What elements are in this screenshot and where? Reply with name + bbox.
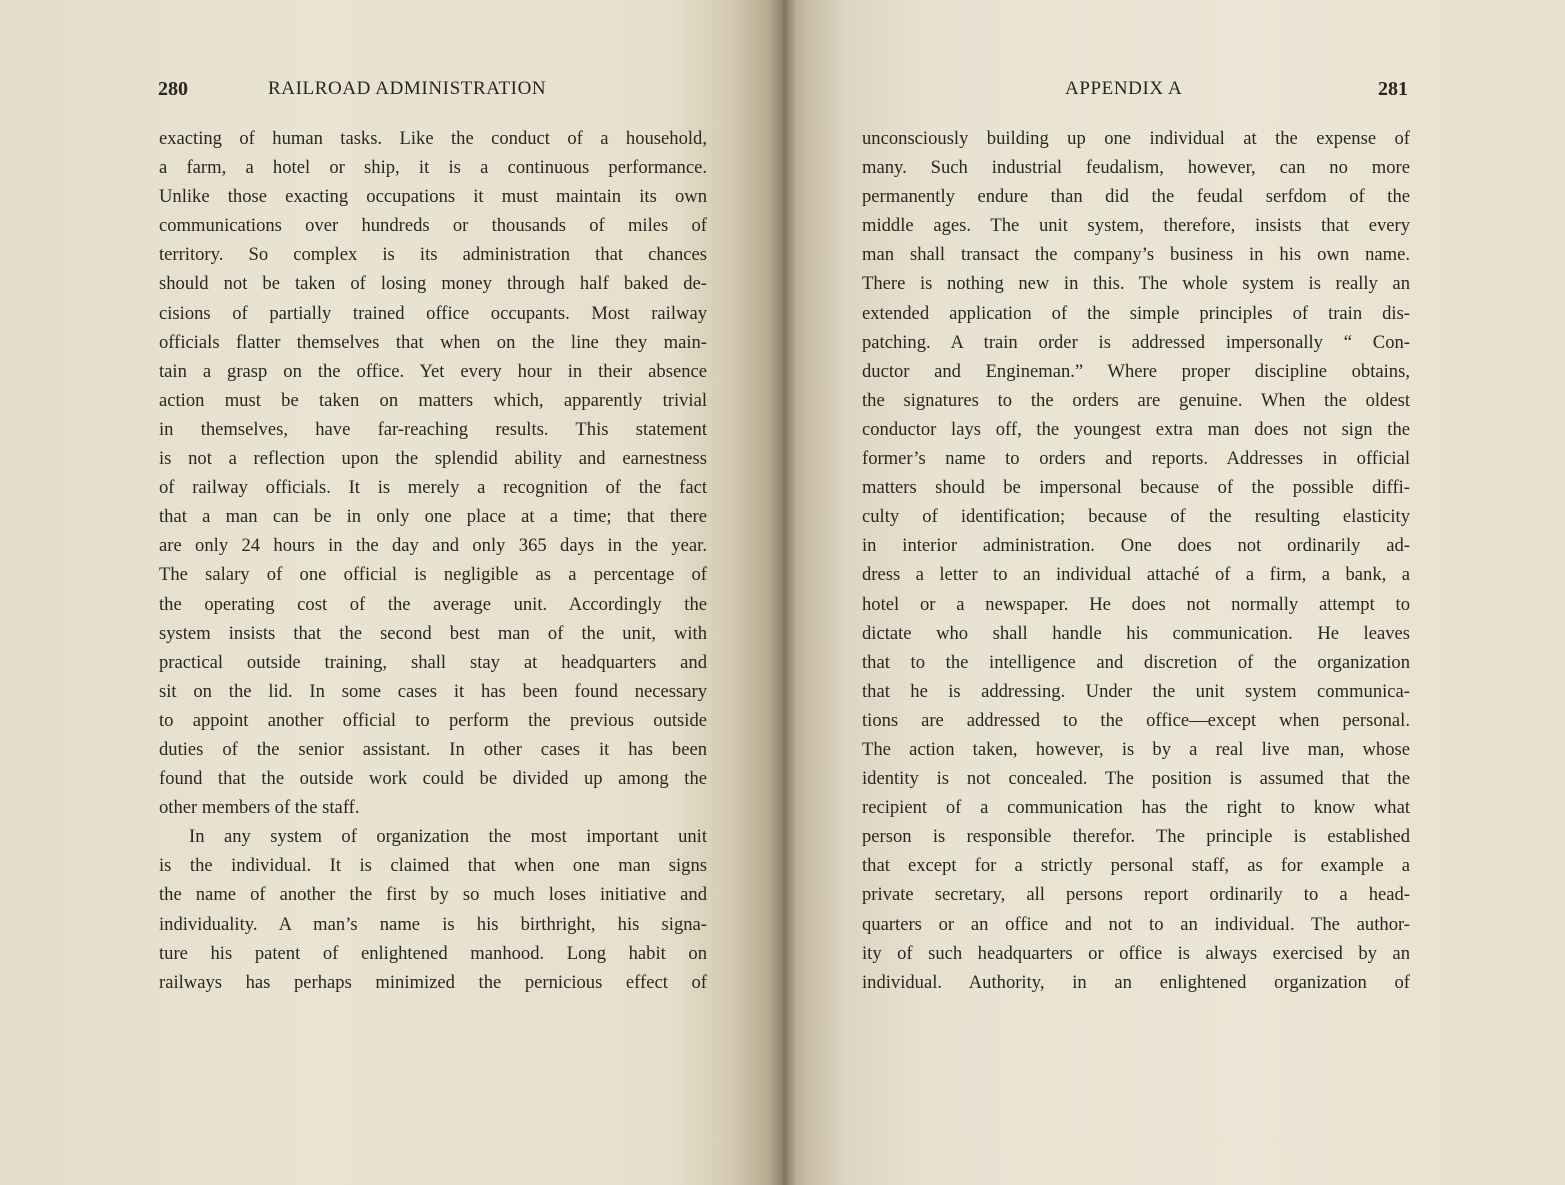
book-gutter-shadow: [770, 0, 796, 1185]
text-line: are only 24 hours in the day and only 365 days in the year.: [159, 535, 707, 557]
text-line: The action taken, however, is by a real live man, whose: [862, 738, 1410, 760]
text-line: system insists that the second best man of the unit, with: [159, 622, 707, 644]
text-line: duties of the senior assistant. In other cases it has been: [159, 738, 707, 760]
text-line: exacting of human tasks. Like the conduct of a household,: [159, 128, 707, 149]
text-line: In any system of organization the most important unit: [189, 826, 707, 848]
text-line: individual. Authority, in an enlightened organization of: [862, 971, 1410, 993]
text-line: matters should be impersonal because of the possible diffi-: [862, 477, 1410, 499]
text-line: the signatures to the orders are genuine. When the oldest: [862, 389, 1410, 411]
text-line: dress a letter to an individual attaché of a firm, a bank, a: [862, 564, 1410, 586]
text-line: practical outside training, shall stay at headquarters and: [159, 651, 707, 673]
text-line: There is nothing new in this. The whole system is really an: [862, 273, 1410, 295]
text-line: in interior administration. One does not ordinarily ad-: [862, 535, 1410, 557]
text-line: middle ages. The unit system, therefore, insists that every: [862, 215, 1410, 237]
text-line: recipient of a communication has the right to know what: [862, 797, 1410, 819]
text-line: Unlike those exacting occupations it must maintain its own: [159, 186, 707, 208]
text-line: ductor and Engineman.” Where proper discipline obtains,: [862, 360, 1410, 382]
text-line: that he is addressing. Under the unit system communica-: [862, 680, 1410, 702]
text-line: that except for a strictly personal staff, as for example a: [862, 855, 1410, 877]
text-line: culty of identification; because of the resulting elasticity: [862, 506, 1410, 528]
text-line: found that the outside work could be divided up among the: [159, 768, 707, 790]
text-line: of railway officials. It is merely a recognition of the fact: [159, 477, 707, 499]
running-head-right: APPENDIX A: [1065, 78, 1183, 99]
text-line: in themselves, have far-reaching results. This statement: [159, 418, 707, 440]
page-number-right: 281: [1378, 78, 1408, 100]
text-line: that a man can be in only one place at a time; that there: [159, 506, 707, 528]
text-line: cisions of partially trained office occupants. Most railway: [159, 302, 707, 324]
right-page-text: [862, 124, 1410, 997]
text-line: should not be taken of losing money through half baked de-: [159, 273, 707, 295]
text-line: a farm, a hotel or ship, it is a continuous performance.: [159, 157, 707, 179]
right-page: [782, 0, 1565, 1185]
text-line: patching. A train order is addressed impersonally “ Con-: [862, 331, 1410, 353]
text-line: communications over hundreds or thousands of miles of: [159, 215, 707, 237]
text-line: ity of such headquarters or office is always exercised by an: [862, 942, 1410, 964]
text-line: unconsciously building up one individual at the expense of: [862, 128, 1410, 149]
text-line: identity is not concealed. The position is assumed that the: [862, 768, 1410, 790]
running-head-left: RAILROAD ADMINISTRATION: [268, 78, 547, 99]
text-line: permanently endure than did the feudal serfdom of the: [862, 186, 1410, 208]
text-line: The salary of one official is negligible as a percentage of: [159, 564, 707, 586]
left-page: [0, 0, 782, 1185]
text-line: territory. So complex is its administration that chances: [159, 244, 707, 266]
text-line: the name of another the first by so much loses initiative and: [159, 884, 707, 906]
text-line: former’s name to orders and reports. Addresses in official: [862, 448, 1410, 470]
text-line: tions are addressed to the office—except when personal.: [862, 709, 1410, 731]
text-line: action must be taken on matters which, apparently trivial: [159, 389, 707, 411]
text-line: hotel or a newspaper. He does not normally attempt to: [862, 593, 1410, 615]
text-line: conductor lays off, the youngest extra man does not sign the: [862, 418, 1410, 440]
text-line: extended application of the simple principles of train dis-: [862, 302, 1410, 324]
text-line: is the individual. It is claimed that when one man signs: [159, 855, 707, 877]
text-line: quarters or an office and not to an individual. The author-: [862, 913, 1410, 935]
text-line: the operating cost of the average unit. Accordingly the: [159, 593, 707, 615]
text-line: individuality. A man’s name is his birthright, his signa-: [159, 913, 707, 935]
page-number-left: 280: [158, 78, 188, 100]
left-page-text: [159, 124, 707, 997]
text-line: railways has perhaps minimized the pernicious effect of: [159, 971, 707, 993]
text-line: private secretary, all persons report ordinarily to a head-: [862, 884, 1410, 906]
text-line: many. Such industrial feudalism, however, can no more: [862, 157, 1410, 179]
text-line: is not a reflection upon the splendid ability and earnestness: [159, 448, 707, 470]
text-line: other members of the staff.: [159, 797, 360, 819]
text-line: sit on the lid. In some cases it has been found necessary: [159, 680, 707, 702]
text-line: officials flatter themselves that when on the line they main-: [159, 331, 707, 353]
text-line: to appoint another official to perform the previous outside: [159, 709, 707, 731]
text-line: ture his patent of enlightened manhood. Long habit on: [159, 942, 707, 964]
text-line: person is responsible therefor. The principle is established: [862, 826, 1410, 848]
text-line: tain a grasp on the office. Yet every hour in their absence: [159, 360, 707, 382]
text-line: dictate who shall handle his communication. He leaves: [862, 622, 1410, 644]
text-line: that to the intelligence and discretion of the organization: [862, 651, 1410, 673]
text-line: man shall transact the company’s business in his own name.: [862, 244, 1410, 266]
